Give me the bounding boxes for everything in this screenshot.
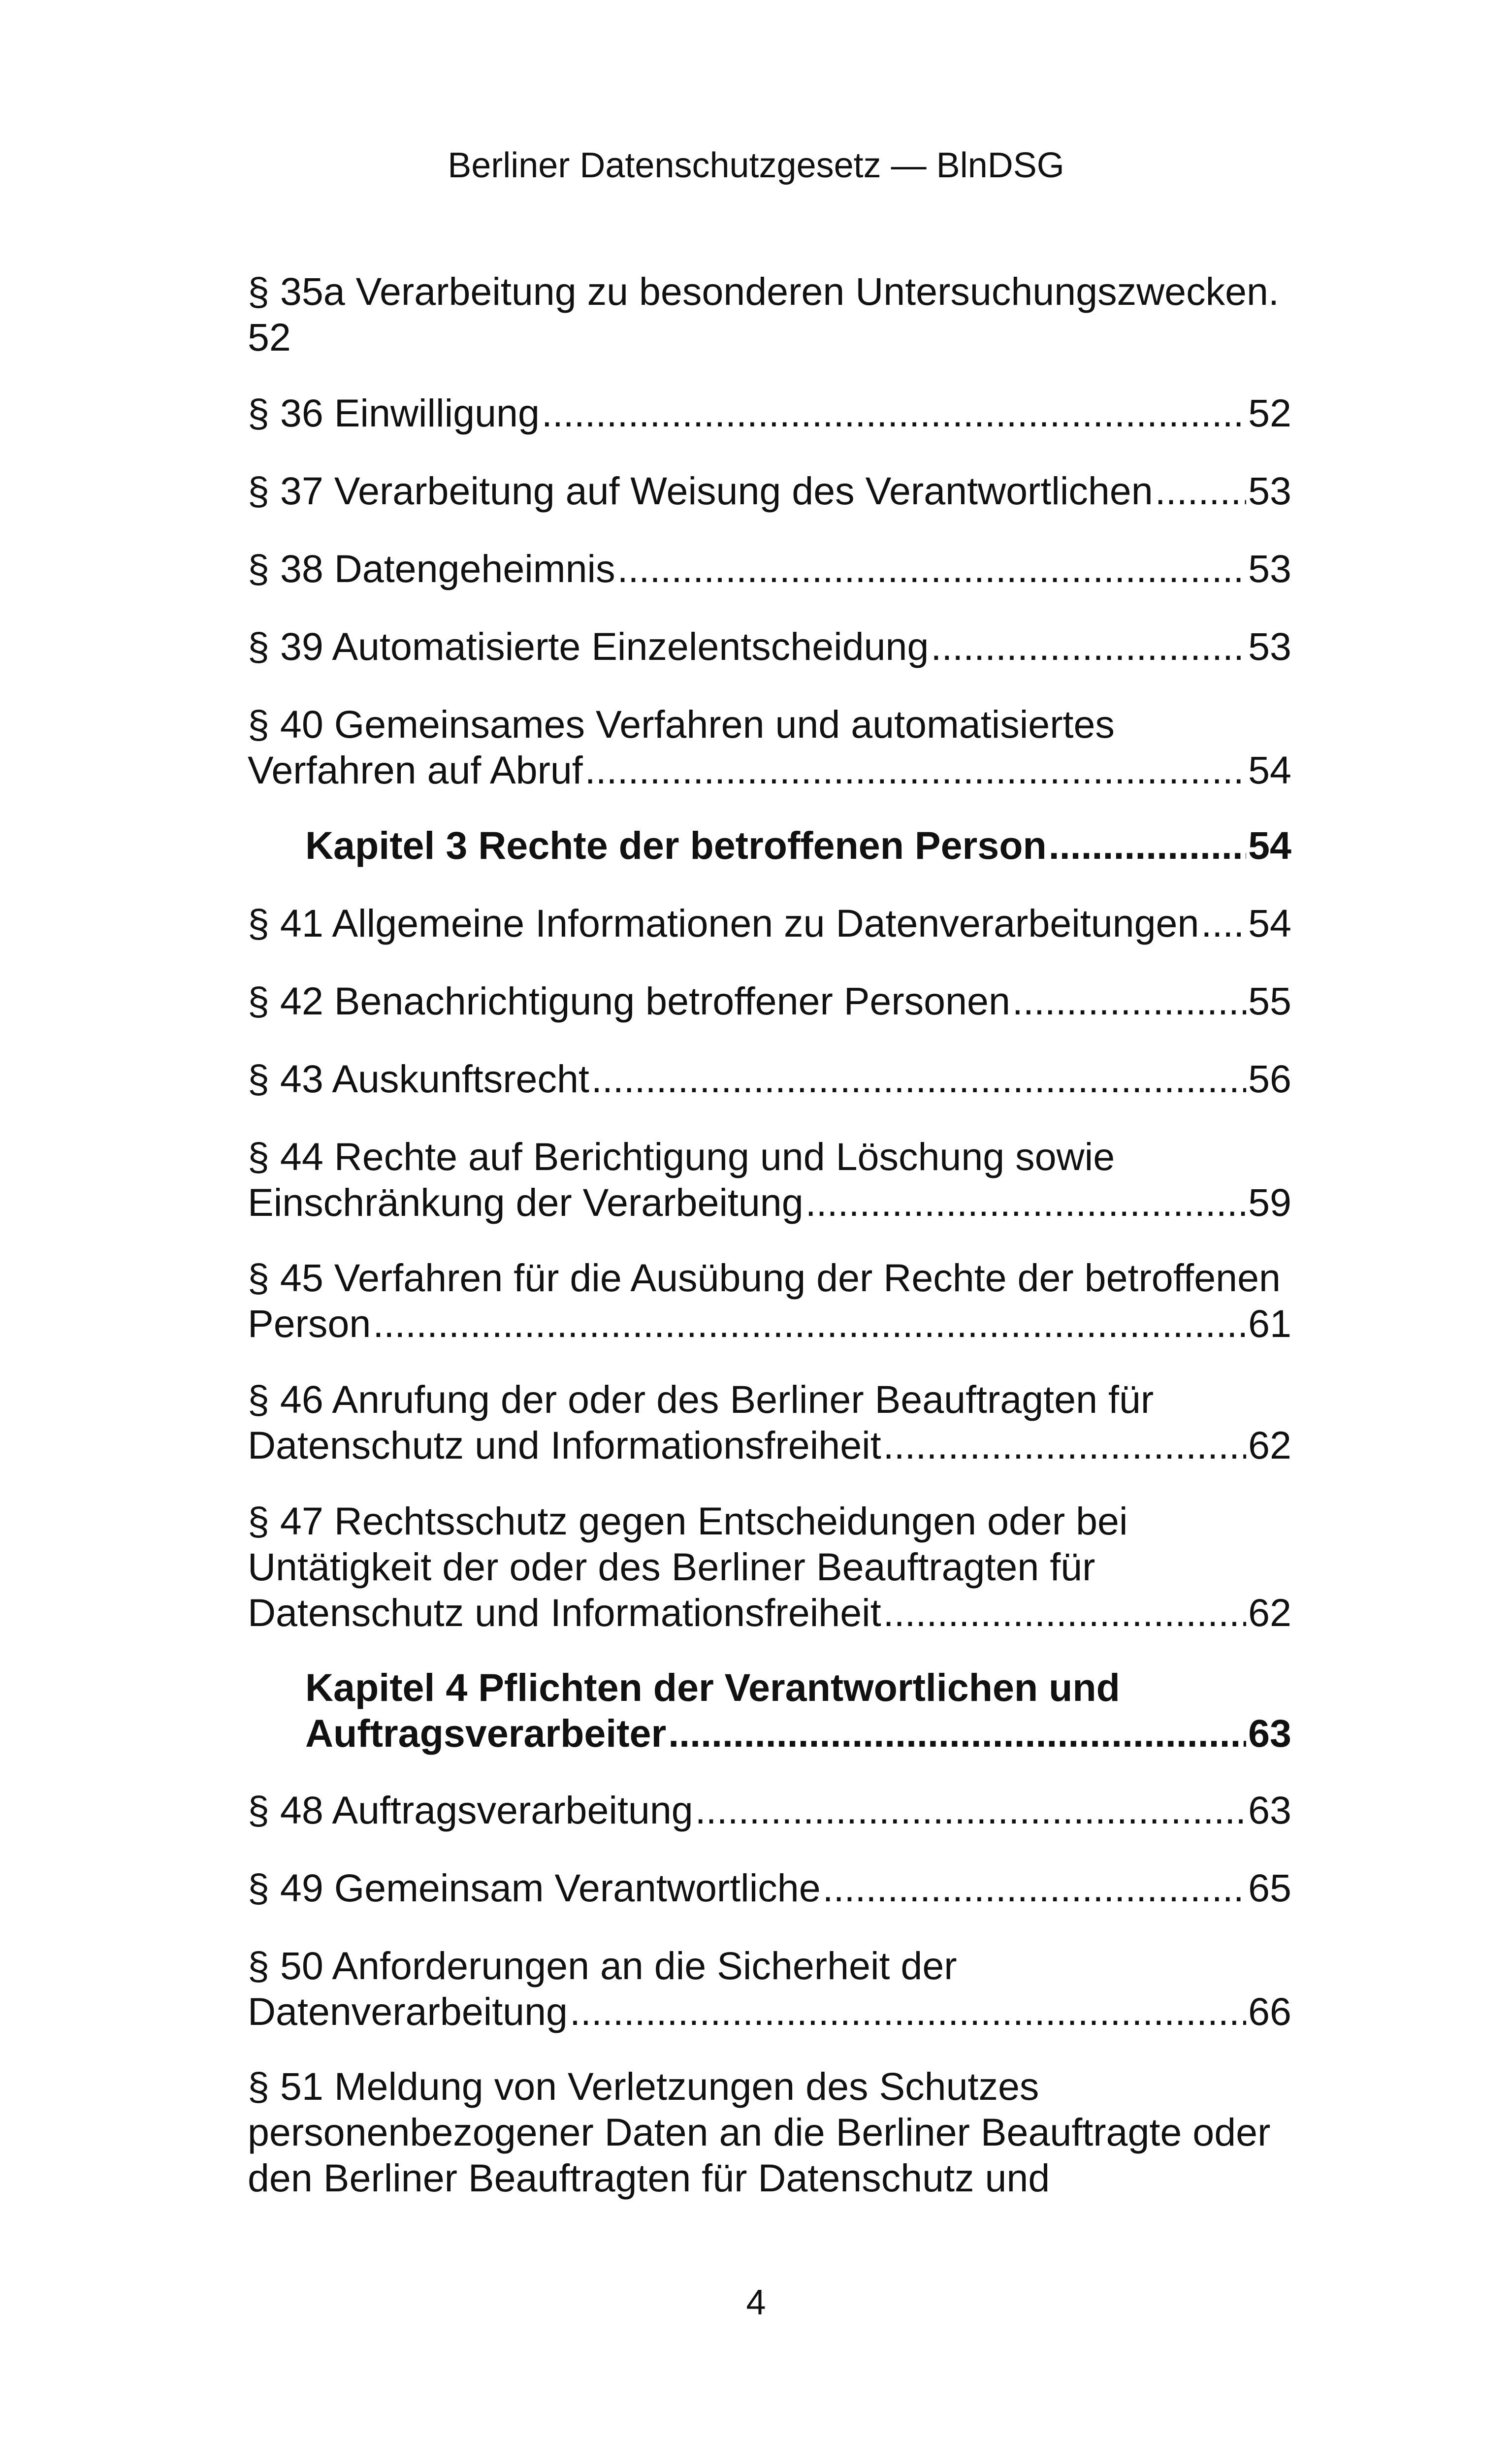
toc-chapter-entry <box>305 822 1291 868</box>
toc-page-number: 54 <box>1248 748 1291 792</box>
toc-entry-text: § 35a Verarbeitung zu besonderen Untersuchungszwecken. <box>248 269 1279 313</box>
toc-entry-text: personenbezogener Daten an die Berliner Beauftragte oder <box>248 2110 1271 2154</box>
toc-entry-text: § 47 Rechtsschutz gegen Entscheidungen oder bei <box>248 1499 1128 1543</box>
dot-leader <box>1012 978 1246 1024</box>
toc-entry-text: § 41 Allgemeine Informationen zu Datenverarbeitungen <box>248 901 1199 945</box>
toc-page-number: 53 <box>1248 624 1291 668</box>
toc-entry-text: § 46 Anrufung der oder des Berliner Beauftragten für <box>248 1377 1154 1421</box>
toc-entry-text: § 50 Anforderungen an die Sicherheit der <box>248 1944 957 1987</box>
toc-page-number: 53 <box>1248 547 1291 590</box>
dot-leader <box>805 1179 1246 1225</box>
toc-entry-text: § 45 Verfahren für die Ausübung der Rechte der betroffenen <box>248 1256 1281 1300</box>
toc-page-number: 53 <box>1248 469 1291 513</box>
dot-leader <box>668 1710 1246 1756</box>
toc-entry-text: § 44 Rechte auf Berichtigung und Löschung sowie <box>248 1135 1115 1178</box>
toc-entry-text: Datenverarbeitung <box>248 1989 568 2033</box>
toc-section-entry <box>248 1865 1291 1911</box>
toc-section-entry <box>248 546 1291 591</box>
dot-leader <box>585 747 1246 793</box>
toc-entry-text: Untätigkeit der oder des Berliner Beauftragten für <box>248 1545 1095 1589</box>
toc-entry-text: Datenschutz und Informationsfreiheit <box>248 1423 881 1467</box>
toc-section-entry <box>248 978 1291 1024</box>
toc-page-number: 56 <box>1248 1057 1291 1101</box>
toc-chapter-entry <box>305 1664 1291 1756</box>
toc-entry-text: 52 <box>248 315 291 359</box>
dot-leader <box>570 1988 1246 2034</box>
dot-leader <box>1201 900 1246 946</box>
toc-page-number: 62 <box>1248 1423 1291 1467</box>
toc-section-entry <box>248 1056 1291 1102</box>
toc-entry-text: § 38 Datengeheimnis <box>248 547 615 590</box>
toc-section-entry <box>248 268 1291 360</box>
toc-section-entry <box>248 1787 1291 1833</box>
toc-section-entry <box>248 1498 1291 1635</box>
toc-section-entry <box>248 1943 1291 2034</box>
toc-entry-text: Datenschutz und Informationsfreiheit <box>248 1591 881 1634</box>
toc-entry-text: § 48 Auftragsverarbeitung <box>248 1788 693 1832</box>
toc-entry-text: Einschränkung der Verarbeitung <box>248 1180 804 1224</box>
dot-leader <box>373 1301 1246 1346</box>
page-number: 4 <box>746 2283 766 2322</box>
toc-page-number: 63 <box>1248 1788 1291 1832</box>
dot-leader <box>591 1056 1246 1102</box>
toc-entry-text: § 49 Gemeinsam Verantwortliche <box>248 1866 821 1910</box>
toc-page-number: 61 <box>1248 1302 1291 1345</box>
toc-page-number: 52 <box>1248 391 1291 435</box>
running-header: Berliner Datenschutzgesetz — BlnDSG <box>448 146 1064 185</box>
toc-page-number: 55 <box>1248 979 1291 1023</box>
toc-page-number: 62 <box>1248 1591 1291 1634</box>
toc-section-entry <box>248 2063 1291 2201</box>
toc-entry-text: Kapitel 3 Rechte der betroffenen Person <box>305 823 1047 867</box>
dot-leader <box>1155 468 1246 514</box>
dot-leader <box>542 390 1246 436</box>
toc-entry-text: § 43 Auskunftsrecht <box>248 1057 589 1101</box>
toc-section-entry <box>248 623 1291 669</box>
toc-page-number: 63 <box>1248 1711 1291 1755</box>
dot-leader <box>883 1590 1246 1635</box>
dot-leader <box>695 1787 1246 1833</box>
dot-leader <box>617 546 1247 591</box>
toc-entry-text: § 42 Benachrichtigung betroffener Personen <box>248 979 1010 1023</box>
toc-section-entry <box>248 1376 1291 1468</box>
toc-entry-text: Auftragsverarbeiter <box>305 1711 667 1755</box>
toc-section-entry <box>248 1255 1291 1346</box>
dot-leader <box>883 1422 1246 1468</box>
toc-page-number: 54 <box>1248 901 1291 945</box>
toc-page-number: 66 <box>1248 1989 1291 2033</box>
toc-entry-text: § 36 Einwilligung <box>248 391 540 435</box>
toc-section-entry <box>248 468 1291 514</box>
toc-section-entry <box>248 701 1291 793</box>
dot-leader <box>931 623 1246 669</box>
toc-entry-text: Verfahren auf Abruf <box>248 748 583 792</box>
toc-entry-text: Kapitel 4 Pflichten der Verantwortlichen und <box>305 1665 1120 1709</box>
toc-page-number: 65 <box>1248 1866 1291 1910</box>
toc-entry-text: § 40 Gemeinsames Verfahren und automatisiertes <box>248 702 1115 746</box>
toc-entry-text: § 39 Automatisierte Einzelentscheidung <box>248 624 929 668</box>
dot-leader <box>823 1865 1246 1911</box>
toc-page-number: 54 <box>1248 823 1291 867</box>
toc-section-entry <box>248 1134 1291 1225</box>
toc-section-entry <box>248 900 1291 946</box>
dot-leader <box>1049 822 1246 868</box>
toc-entry-text: § 37 Verarbeitung auf Weisung des Verantwortlichen <box>248 469 1153 513</box>
toc-section-entry <box>248 390 1291 436</box>
toc-entry-text: Person <box>248 1302 371 1345</box>
toc-entry-text: § 51 Meldung von Verletzungen des Schutzes <box>248 2064 1039 2108</box>
toc-entry-text: den Berliner Beauftragten für Datenschutz und <box>248 2156 1050 2200</box>
toc-page-number: 59 <box>1248 1180 1291 1224</box>
